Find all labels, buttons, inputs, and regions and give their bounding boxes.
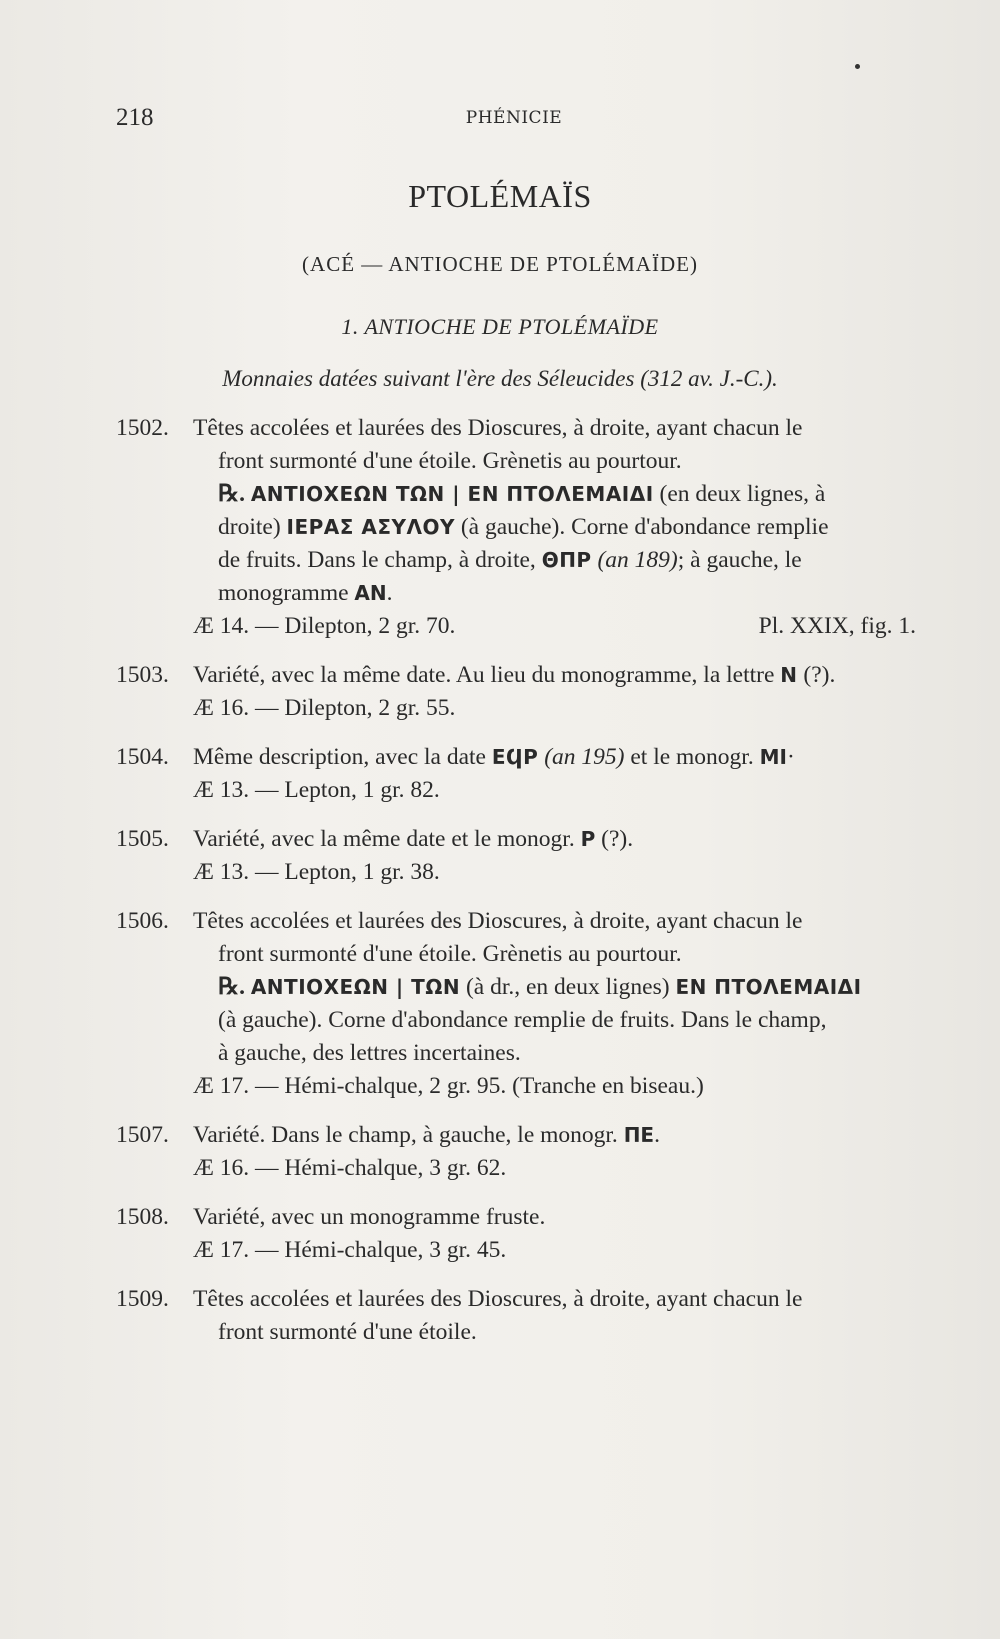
reverse-line [193,478,916,511]
description-line [193,659,916,692]
greek-legend: ΑΝΤΙΟΧΕΩΝ | ΤΩΝ [250,975,461,999]
date-year: (an 189) [597,547,678,573]
entry-number: 1502. [116,415,169,441]
date-year: (an 195) [544,744,625,770]
page-header [116,104,912,138]
metrology: Æ 17. — Hémi-chalque, 2 gr. 95. (Tranche en biseau.) [193,1073,704,1099]
date-legend: ΘΠΡ [541,548,592,572]
era-heading: Monnaies datées suivant l'ère des Séleucides (312 av. J.-C.). [222,366,778,391]
page-number: 218 [116,104,154,131]
entry-1505 [116,823,916,889]
monogram: Ρ [580,827,596,851]
reverse-text: monogramme [218,580,349,606]
description-text: Variété, avec la même date et le monogr. [193,826,575,852]
page-subtitle: (ACÉ — ANTIOCHE DE PTOLÉMAÏDE) [302,252,698,276]
greek-legend: ΙΕΡΑΣ ΑΣΥΛΟΥ [286,515,455,539]
greek-letter: Ν [780,663,798,687]
obverse-line: front surmonté d'une étoile. Grènetis au pourtour. [218,448,682,474]
reverse-line: monogramme ΑΝ. [218,580,393,606]
monogram: ΜΙ [759,745,787,769]
entry-1509 [116,1283,916,1349]
description-text: Même description, avec la date [193,744,486,770]
reverse-text: (à dr., en deux lignes) [465,974,670,1000]
greek-legend: ΕΝ ΠΤΟΛΕΜΑΙΔΙ [675,975,862,999]
obverse-line: Têtes accolées et laurées des Dioscures, à droite, ayant chacun le [193,415,803,441]
obverse-line: Têtes accolées et laurées des Dioscures, à droite, ayant chacun le [193,908,803,934]
description-line: Variété. Dans le champ, à gauche, le monogr. ΠΕ. [193,1122,660,1148]
entry-1508 [116,1201,916,1267]
reverse-text: droite) [218,514,281,540]
metrology-line [193,610,916,643]
greek-legend: ΑΝΤΙΟΧΕΩΝ ΤΩΝ | ΕΝ ΠΤΟΛΕΜΑΙΔΙ [250,482,654,506]
reverse-line [193,511,916,544]
metrology: Æ 16. — Hémi-chalque, 3 gr. 62. [193,1155,507,1181]
description-line: Même description, avec la date ΕϤΡ (an 195) et le monogr. ΜΙ· [193,744,795,770]
entry-1504 [116,741,916,807]
section-heading: 1. ANTIOCHE DE PTOLÉMAÏDE [341,314,659,339]
metrology: Æ 13. — Lepton, 1 gr. 82. [193,777,440,803]
reverse-text: (à gauche). Corne d'abondance remplie [460,514,829,540]
description-text: Variété, avec un monogramme fruste. [193,1204,546,1230]
entry-number: 1506. [116,908,169,934]
description-text: et le monogr. [630,744,754,770]
monogram: ΑΝ [354,581,387,605]
entry-1506 [116,905,916,1103]
entry-1503 [116,659,916,725]
entry-number: 1508. [116,1204,169,1230]
metrology: Æ 13. — Lepton, 1 gr. 38. [193,859,440,885]
description-text: Variété, avec la même date. Au lieu du monogramme, la lettre [193,662,775,688]
entry-1502 [116,412,916,643]
page-title: PTOLÉMAÏS [408,178,592,214]
reverse-line [193,544,916,577]
description-text: (?). [803,662,836,688]
entry-number: 1505. [116,826,169,852]
obverse-line: front surmonté d'une étoile. [218,1319,477,1345]
monogram: ΠΕ [623,1123,655,1147]
reverse-mark: ℞. [218,481,245,507]
description-text: Variété. Dans le champ, à gauche, le monogr. [193,1122,618,1148]
entry-number: 1507. [116,1122,169,1148]
catalogue-entries [116,412,916,1365]
description-line [193,823,916,856]
metrology: Æ 14. — Dilepton, 2 gr. 70. [193,613,456,639]
ink-dot [855,64,860,69]
entry-number: 1509. [116,1286,169,1312]
metrology: Æ 16. — Dilepton, 2 gr. 55. [193,695,456,721]
metrology: Æ 17. — Hémi-chalque, 3 gr. 45. [193,1237,507,1263]
description-text: (?). [601,826,634,852]
reverse-line [193,971,916,1004]
obverse-line: Têtes accolées et laurées des Dioscures, à droite, ayant chacun le [193,1286,803,1312]
date-legend: ΕϤΡ [491,745,539,769]
running-head: PHÉNICIE [465,108,563,128]
entry-number: 1503. [116,662,169,688]
reverse-text: (en deux lignes, à [659,481,826,507]
reverse-text: ; à gauche, le [677,547,802,573]
plate-reference: Pl. XXIX, fig. 1. [758,613,916,639]
entry-number: 1504. [116,744,169,770]
reverse-line: (à gauche). Corne d'abondance remplie de fruits. Dans le champ, [218,1007,827,1033]
reverse-text: de fruits. Dans le champ, à droite, [218,547,536,573]
entry-1507 [116,1119,916,1185]
obverse-line: front surmonté d'une étoile. Grènetis au pourtour. [218,941,682,967]
reverse-mark: ℞. [218,974,245,1000]
reverse-line: à gauche, des lettres incertaines. [218,1040,521,1066]
